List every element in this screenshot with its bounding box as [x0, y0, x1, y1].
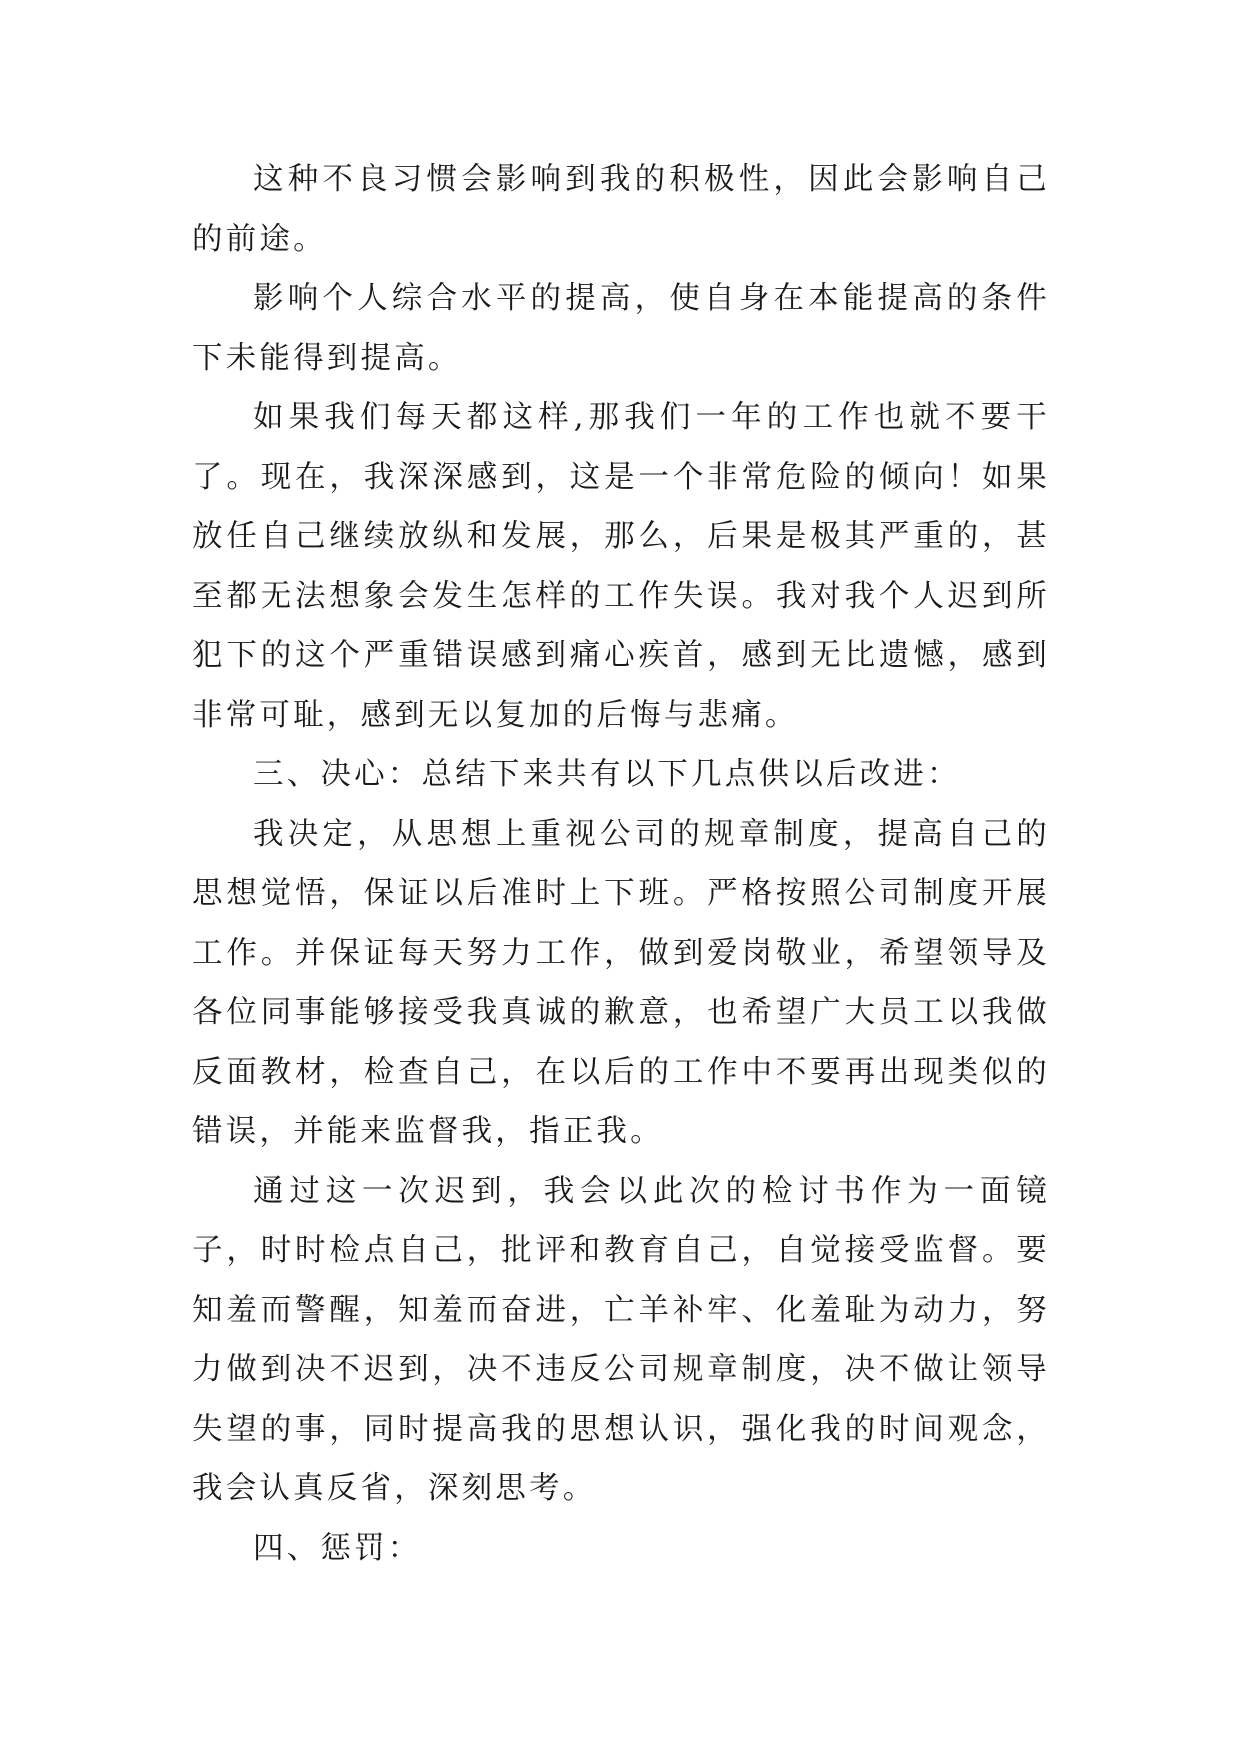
document-body	[192, 150, 1050, 1578]
paragraph: 通过这一次迟到，我会以此次的检讨书作为一面镜子，时时检点自己，批评和教育自己，自觉接受监督。要知羞而警醒，知羞而奋进，亡羊补牢、化羞耻为动力，努力做到决不迟到，决不违反公司规章制度，决不做让领导失望的事，同时提高我的思想认识，强化我的时间观念，我会认真反省，深刻思考。	[192, 1173, 1050, 1506]
paragraph: 我决定，从思想上重视公司的规章制度，提高自己的思想觉悟，保证以后准时上下班。严格按照公司制度开展工作。并保证每天努力工作，做到爱岗敬业，希望领导及各位同事能够接受我真诚的歉意，也希望广大员工以我做反面教材，检查自己，在以后的工作中不要再出现类似的错误，并能来监督我，指正我。	[192, 816, 1050, 1149]
section-heading-punishment: 四、惩罚：	[253, 1530, 422, 1566]
paragraph: 这种不良习惯会影响到我的积极性，因此会影响自己的前途。	[192, 162, 1050, 257]
section-heading-resolution: 三、决心：总结下来共有以下几点供以后改进：	[253, 757, 961, 792]
paragraph: 如果我们每天都这样,那我们一年的工作也就不要干了。现在，我深深感到，这是一个非常危险的倾向！如果放任自己继续放纵和发展，那么，后果是极其严重的，甚至都无法想象会发生怎样的工作失误。我对我个人迟到所犯下的这个严重错误感到痛心疾首，感到无比遗憾，感到非常可耻，感到无以复加的后悔与悲痛。	[192, 400, 1050, 733]
paragraph: 影响个人综合水平的提高，使自身在本能提高的条件下未能得到提高。	[192, 281, 1050, 376]
